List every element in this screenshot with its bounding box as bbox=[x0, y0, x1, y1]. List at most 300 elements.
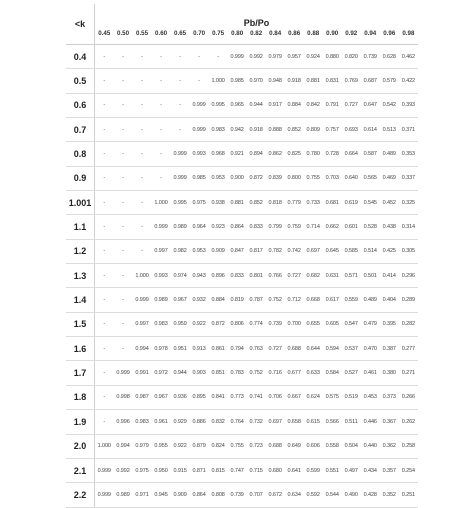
table-cell: 0.959 bbox=[171, 312, 190, 336]
table-cell: - bbox=[95, 191, 114, 215]
table-cell: 0.794 bbox=[228, 337, 247, 361]
table-cell: 0.992 bbox=[247, 45, 266, 69]
table-cell: 0.755 bbox=[304, 166, 323, 190]
table-cell: 0.367 bbox=[380, 410, 399, 434]
table-cell: 0.706 bbox=[266, 385, 285, 409]
table-cell: - bbox=[95, 312, 114, 336]
table-cell: 0.544 bbox=[323, 483, 342, 507]
table-cell: - bbox=[95, 239, 114, 263]
table-cell: 0.380 bbox=[380, 361, 399, 385]
table-cell: 0.997 bbox=[133, 312, 152, 336]
table-cell: 0.667 bbox=[285, 385, 304, 409]
table-cell: 0.852 bbox=[285, 118, 304, 142]
table-cell: - bbox=[114, 215, 133, 239]
table-cell: 0.967 bbox=[152, 385, 171, 409]
table-cell: 0.352 bbox=[380, 483, 399, 507]
table-cell: 0.909 bbox=[209, 239, 228, 263]
table-cell: 0.864 bbox=[190, 483, 209, 507]
table-cell: - bbox=[114, 191, 133, 215]
table-cell: 0.747 bbox=[228, 458, 247, 482]
table-cell: 0.896 bbox=[209, 264, 228, 288]
table-cell: - bbox=[209, 45, 228, 69]
table-cell: - bbox=[114, 239, 133, 263]
table-cell: - bbox=[133, 215, 152, 239]
table-cell: 0.989 bbox=[152, 288, 171, 312]
table-cell: 0.728 bbox=[323, 142, 342, 166]
row-k-value: 1.6 bbox=[66, 337, 95, 361]
row-header-k: <k bbox=[66, 4, 95, 45]
table-cell: - bbox=[114, 142, 133, 166]
table-cell: - bbox=[133, 45, 152, 69]
table-cell: - bbox=[133, 93, 152, 117]
table-cell: - bbox=[190, 45, 209, 69]
table-cell: 0.733 bbox=[304, 191, 323, 215]
table-cell: 0.764 bbox=[228, 410, 247, 434]
table-cell: - bbox=[152, 118, 171, 142]
table-cell: - bbox=[171, 45, 190, 69]
table-cell: 0.993 bbox=[152, 264, 171, 288]
table-cell: 0.353 bbox=[399, 142, 418, 166]
table-cell: 0.414 bbox=[380, 264, 399, 288]
table-cell: 0.841 bbox=[209, 385, 228, 409]
table-cell: 0.915 bbox=[171, 458, 190, 482]
row-k-value: 0.4 bbox=[66, 45, 95, 69]
table-cell: 0.895 bbox=[190, 385, 209, 409]
table-cell: 0.434 bbox=[361, 458, 380, 482]
table-cell: - bbox=[171, 69, 190, 93]
table-cell: 0.662 bbox=[323, 215, 342, 239]
table-cell: 0.594 bbox=[323, 337, 342, 361]
table-cell: 0.755 bbox=[228, 434, 247, 458]
table-cell: - bbox=[152, 142, 171, 166]
table-cell: 0.888 bbox=[266, 118, 285, 142]
table-cell: - bbox=[114, 118, 133, 142]
table-cell: 0.769 bbox=[342, 69, 361, 93]
table-cell: - bbox=[95, 142, 114, 166]
table-cell: 0.791 bbox=[323, 93, 342, 117]
table-cell: 0.461 bbox=[361, 361, 380, 385]
row-k-value: 0.5 bbox=[66, 69, 95, 93]
column-header: 0.90 bbox=[323, 30, 342, 45]
table-cell: 0.900 bbox=[228, 166, 247, 190]
table-cell: 0.975 bbox=[190, 191, 209, 215]
table-cell: 0.752 bbox=[247, 361, 266, 385]
table-cell: 0.559 bbox=[342, 288, 361, 312]
table-cell: 0.681 bbox=[323, 191, 342, 215]
table-cell: 0.989 bbox=[171, 215, 190, 239]
table-cell: 0.680 bbox=[266, 458, 285, 482]
table-cell: 0.727 bbox=[266, 337, 285, 361]
table-cell: 0.967 bbox=[171, 288, 190, 312]
column-header: 0.82 bbox=[247, 30, 266, 45]
table-cell: 0.944 bbox=[247, 93, 266, 117]
table-cell: 0.918 bbox=[285, 69, 304, 93]
table-cell: 0.258 bbox=[399, 434, 418, 458]
table-cell: 0.783 bbox=[228, 361, 247, 385]
table-cell: 0.446 bbox=[361, 410, 380, 434]
table-cell: 0.820 bbox=[342, 45, 361, 69]
table-cell: 0.489 bbox=[361, 288, 380, 312]
table-cell: 0.519 bbox=[342, 385, 361, 409]
table-cell: - bbox=[95, 69, 114, 93]
table-cell: 0.739 bbox=[266, 312, 285, 336]
table-cell: 0.999 bbox=[95, 483, 114, 507]
column-header: 0.50 bbox=[114, 30, 133, 45]
table-cell: - bbox=[95, 288, 114, 312]
table-cell: 0.779 bbox=[285, 191, 304, 215]
table-cell: 0.922 bbox=[171, 434, 190, 458]
table-cell: 0.504 bbox=[342, 434, 361, 458]
table-cell: 0.440 bbox=[361, 434, 380, 458]
row-k-value: 1.4 bbox=[66, 288, 95, 312]
table-cell: - bbox=[114, 264, 133, 288]
table-cell: 0.614 bbox=[361, 118, 380, 142]
column-header: 0.60 bbox=[152, 30, 171, 45]
row-k-value: 1.3 bbox=[66, 264, 95, 288]
table-cell: - bbox=[114, 93, 133, 117]
table-cell: 0.922 bbox=[190, 312, 209, 336]
column-header: 0.80 bbox=[228, 30, 247, 45]
table-cell: 0.996 bbox=[114, 410, 133, 434]
table-cell: 0.677 bbox=[285, 361, 304, 385]
table-cell: 0.752 bbox=[266, 288, 285, 312]
table-cell: 0.452 bbox=[380, 191, 399, 215]
table-cell: 0.965 bbox=[228, 93, 247, 117]
table-cell: 0.945 bbox=[152, 483, 171, 507]
table-cell: - bbox=[95, 264, 114, 288]
table-cell: 0.918 bbox=[247, 118, 266, 142]
table-cell: 0.631 bbox=[323, 264, 342, 288]
table-cell: 0.992 bbox=[114, 458, 133, 482]
table-row bbox=[66, 410, 418, 434]
table-cell: 0.993 bbox=[190, 142, 209, 166]
table-cell: 0.687 bbox=[361, 69, 380, 93]
table-cell: 0.592 bbox=[304, 483, 323, 507]
table-cell: 0.862 bbox=[266, 142, 285, 166]
table-cell: 0.624 bbox=[304, 385, 323, 409]
table-row bbox=[66, 166, 418, 190]
table-cell: 0.716 bbox=[266, 361, 285, 385]
row-k-value: 1.5 bbox=[66, 312, 95, 336]
table-cell: 0.884 bbox=[285, 93, 304, 117]
table-cell: 0.575 bbox=[323, 385, 342, 409]
table-cell: 0.601 bbox=[342, 215, 361, 239]
table-cell: 0.615 bbox=[304, 410, 323, 434]
table-cell: 0.741 bbox=[247, 385, 266, 409]
table-cell: 0.852 bbox=[247, 191, 266, 215]
table-cell: 0.325 bbox=[399, 191, 418, 215]
table-cell: 0.880 bbox=[323, 45, 342, 69]
table-cell: 0.972 bbox=[152, 361, 171, 385]
table-cell: 0.998 bbox=[114, 385, 133, 409]
table-cell: 0.723 bbox=[247, 434, 266, 458]
row-k-value: 1.7 bbox=[66, 361, 95, 385]
table-cell: 0.314 bbox=[399, 215, 418, 239]
table-cell: 0.558 bbox=[323, 434, 342, 458]
column-header-row bbox=[66, 30, 418, 45]
group-header-row bbox=[66, 4, 418, 30]
table-cell: - bbox=[133, 239, 152, 263]
table-cell: - bbox=[95, 385, 114, 409]
table-cell: 0.634 bbox=[285, 483, 304, 507]
table-cell: 0.393 bbox=[399, 93, 418, 117]
table-cell: - bbox=[133, 166, 152, 190]
table-cell: 0.951 bbox=[171, 337, 190, 361]
table-cell: 0.994 bbox=[133, 337, 152, 361]
table-cell: - bbox=[133, 142, 152, 166]
table-cell: 0.371 bbox=[399, 118, 418, 142]
table-cell: 0.605 bbox=[323, 312, 342, 336]
table-cell: 0.983 bbox=[152, 312, 171, 336]
table-cell: - bbox=[114, 45, 133, 69]
table-cell: - bbox=[95, 166, 114, 190]
table-cell: 0.881 bbox=[228, 191, 247, 215]
table-cell: 0.566 bbox=[323, 410, 342, 434]
table-row bbox=[66, 142, 418, 166]
table-cell: 0.501 bbox=[361, 264, 380, 288]
column-header: 0.70 bbox=[190, 30, 209, 45]
table-cell: 0.955 bbox=[152, 434, 171, 458]
table-cell: 0.991 bbox=[133, 361, 152, 385]
column-header: 0.55 bbox=[133, 30, 152, 45]
table-cell: - bbox=[152, 69, 171, 93]
row-k-value: 2.1 bbox=[66, 458, 95, 482]
data-table-container bbox=[66, 4, 418, 508]
table-row bbox=[66, 93, 418, 117]
table-cell: - bbox=[152, 166, 171, 190]
table-cell: 0.871 bbox=[190, 458, 209, 482]
table-cell: 0.833 bbox=[228, 264, 247, 288]
table-cell: 0.682 bbox=[304, 264, 323, 288]
table-cell: - bbox=[114, 166, 133, 190]
row-k-value: 2.2 bbox=[66, 483, 95, 507]
table-cell: 0.527 bbox=[342, 361, 361, 385]
table-cell: 0.923 bbox=[209, 215, 228, 239]
table-cell: 0.999 bbox=[152, 215, 171, 239]
table-body bbox=[66, 45, 418, 508]
table-cell: 0.872 bbox=[209, 312, 228, 336]
table-cell: 0.999 bbox=[228, 45, 247, 69]
table-cell: 0.645 bbox=[323, 239, 342, 263]
table-cell: 0.470 bbox=[361, 337, 380, 361]
table-cell: 0.707 bbox=[247, 483, 266, 507]
table-cell: 0.999 bbox=[190, 118, 209, 142]
table-cell: 0.851 bbox=[209, 361, 228, 385]
table-cell: - bbox=[152, 93, 171, 117]
table-cell: 0.964 bbox=[190, 215, 209, 239]
table-cell: 0.978 bbox=[152, 337, 171, 361]
table-row bbox=[66, 191, 418, 215]
table-cell: 0.763 bbox=[247, 337, 266, 361]
table-cell: 0.697 bbox=[266, 410, 285, 434]
table-cell: 0.282 bbox=[399, 312, 418, 336]
table-cell: 0.948 bbox=[266, 69, 285, 93]
table-cell: 0.997 bbox=[152, 239, 171, 263]
table-cell: 0.872 bbox=[247, 166, 266, 190]
table-cell: 0.995 bbox=[171, 191, 190, 215]
table-cell: 0.983 bbox=[133, 410, 152, 434]
row-k-value: 0.6 bbox=[66, 93, 95, 117]
row-k-value: 1.8 bbox=[66, 385, 95, 409]
table-cell: 0.864 bbox=[228, 215, 247, 239]
table-cell: 0.806 bbox=[228, 312, 247, 336]
column-header: 0.94 bbox=[361, 30, 380, 45]
table-cell: 0.551 bbox=[323, 458, 342, 482]
column-header: 0.84 bbox=[266, 30, 285, 45]
table-cell: 0.296 bbox=[399, 264, 418, 288]
table-cell: 0.839 bbox=[266, 166, 285, 190]
table-cell: 0.833 bbox=[247, 215, 266, 239]
table-cell: 0.999 bbox=[171, 166, 190, 190]
table-row bbox=[66, 264, 418, 288]
row-k-value: 0.8 bbox=[66, 142, 95, 166]
table-cell: 0.693 bbox=[342, 118, 361, 142]
table-cell: 0.819 bbox=[228, 288, 247, 312]
row-k-value: 1.2 bbox=[66, 239, 95, 263]
table-cell: 0.254 bbox=[399, 458, 418, 482]
table-cell: 0.924 bbox=[304, 45, 323, 69]
table-cell: 0.490 bbox=[342, 483, 361, 507]
table-cell: 0.644 bbox=[304, 337, 323, 361]
table-cell: 0.422 bbox=[399, 69, 418, 93]
table-cell: 0.815 bbox=[209, 458, 228, 482]
table-cell: 0.818 bbox=[266, 191, 285, 215]
table-cell: 0.727 bbox=[342, 93, 361, 117]
table-cell: 0.983 bbox=[209, 118, 228, 142]
table-cell: 0.808 bbox=[209, 483, 228, 507]
table-cell: 1.000 bbox=[209, 69, 228, 93]
table-cell: 0.617 bbox=[323, 288, 342, 312]
table-cell: 0.800 bbox=[285, 166, 304, 190]
table-cell: - bbox=[95, 93, 114, 117]
table-row bbox=[66, 337, 418, 361]
table-cell: 0.703 bbox=[323, 166, 342, 190]
table-cell: 0.879 bbox=[190, 434, 209, 458]
table-cell: 0.824 bbox=[209, 434, 228, 458]
column-header: 0.75 bbox=[209, 30, 228, 45]
table-cell: 0.641 bbox=[285, 458, 304, 482]
column-header: 0.96 bbox=[380, 30, 399, 45]
table-cell: 0.579 bbox=[380, 69, 399, 93]
table-cell: 0.262 bbox=[399, 410, 418, 434]
table-cell: 0.884 bbox=[209, 288, 228, 312]
table-cell: 0.982 bbox=[171, 239, 190, 263]
table-cell: 0.395 bbox=[380, 312, 399, 336]
column-header: 0.65 bbox=[171, 30, 190, 45]
table-cell: 0.619 bbox=[342, 191, 361, 215]
table-cell: 0.537 bbox=[342, 337, 361, 361]
table-row bbox=[66, 239, 418, 263]
table-cell: 0.649 bbox=[285, 434, 304, 458]
row-k-value: 0.9 bbox=[66, 166, 95, 190]
table-cell: 0.584 bbox=[323, 361, 342, 385]
row-k-value: 0.7 bbox=[66, 118, 95, 142]
table-cell: 0.999 bbox=[114, 361, 133, 385]
table-cell: 0.894 bbox=[247, 142, 266, 166]
table-cell: - bbox=[114, 69, 133, 93]
table-cell: 0.425 bbox=[380, 239, 399, 263]
table-cell: 0.587 bbox=[361, 142, 380, 166]
table-cell: 0.628 bbox=[380, 45, 399, 69]
table-cell: 0.479 bbox=[361, 312, 380, 336]
table-cell: 0.987 bbox=[133, 385, 152, 409]
table-cell: - bbox=[95, 337, 114, 361]
table-cell: 0.633 bbox=[304, 361, 323, 385]
table-cell: 1.000 bbox=[133, 264, 152, 288]
table-cell: - bbox=[95, 410, 114, 434]
table-row bbox=[66, 385, 418, 409]
table-cell: 0.640 bbox=[342, 166, 361, 190]
table-cell: 0.759 bbox=[285, 215, 304, 239]
table-head bbox=[66, 4, 418, 45]
table-cell: 0.511 bbox=[342, 410, 361, 434]
table-cell: 0.732 bbox=[247, 410, 266, 434]
table-cell: 0.428 bbox=[361, 483, 380, 507]
table-cell: - bbox=[95, 45, 114, 69]
table-cell: 0.774 bbox=[247, 312, 266, 336]
table-row bbox=[66, 361, 418, 385]
table-cell: - bbox=[171, 118, 190, 142]
table-row bbox=[66, 45, 418, 69]
table-cell: - bbox=[114, 288, 133, 312]
table-cell: - bbox=[95, 215, 114, 239]
table-cell: - bbox=[133, 118, 152, 142]
table-row bbox=[66, 215, 418, 239]
table-cell: 0.305 bbox=[399, 239, 418, 263]
table-cell: 0.780 bbox=[304, 142, 323, 166]
table-cell: 0.809 bbox=[304, 118, 323, 142]
table-cell: 0.739 bbox=[228, 483, 247, 507]
table-cell: 0.362 bbox=[380, 434, 399, 458]
table-cell: 0.727 bbox=[285, 264, 304, 288]
table-cell: 0.999 bbox=[95, 458, 114, 482]
table-cell: 0.825 bbox=[285, 142, 304, 166]
table-cell: 0.921 bbox=[228, 142, 247, 166]
table-row bbox=[66, 288, 418, 312]
table-cell: 0.842 bbox=[304, 93, 323, 117]
table-cell: 0.251 bbox=[399, 483, 418, 507]
table-cell: 0.277 bbox=[399, 337, 418, 361]
table-cell: 0.953 bbox=[190, 239, 209, 263]
table-cell: 0.989 bbox=[114, 483, 133, 507]
table-row bbox=[66, 118, 418, 142]
column-header: 0.92 bbox=[342, 30, 361, 45]
table-cell: 0.697 bbox=[304, 239, 323, 263]
table-cell: 0.995 bbox=[209, 93, 228, 117]
table-cell: 0.489 bbox=[380, 142, 399, 166]
table-cell: 0.773 bbox=[228, 385, 247, 409]
table-row bbox=[66, 434, 418, 458]
table-cell: 0.700 bbox=[285, 312, 304, 336]
table-cell: 0.547 bbox=[342, 312, 361, 336]
table-cell: 0.913 bbox=[190, 337, 209, 361]
table-cell: 0.938 bbox=[209, 191, 228, 215]
table-cell: 0.742 bbox=[285, 239, 304, 263]
table-cell: 0.961 bbox=[152, 410, 171, 434]
table-cell: 0.999 bbox=[133, 288, 152, 312]
table-cell: 0.932 bbox=[190, 288, 209, 312]
table-cell: 0.739 bbox=[361, 45, 380, 69]
table-cell: 0.909 bbox=[171, 483, 190, 507]
table-cell: 0.387 bbox=[380, 337, 399, 361]
table-cell: - bbox=[114, 337, 133, 361]
table-cell: 0.688 bbox=[285, 337, 304, 361]
table-cell: 0.658 bbox=[285, 410, 304, 434]
table-cell: 0.950 bbox=[152, 458, 171, 482]
table-cell: 0.766 bbox=[266, 264, 285, 288]
table-cell: 0.831 bbox=[323, 69, 342, 93]
table-cell: 0.929 bbox=[171, 410, 190, 434]
